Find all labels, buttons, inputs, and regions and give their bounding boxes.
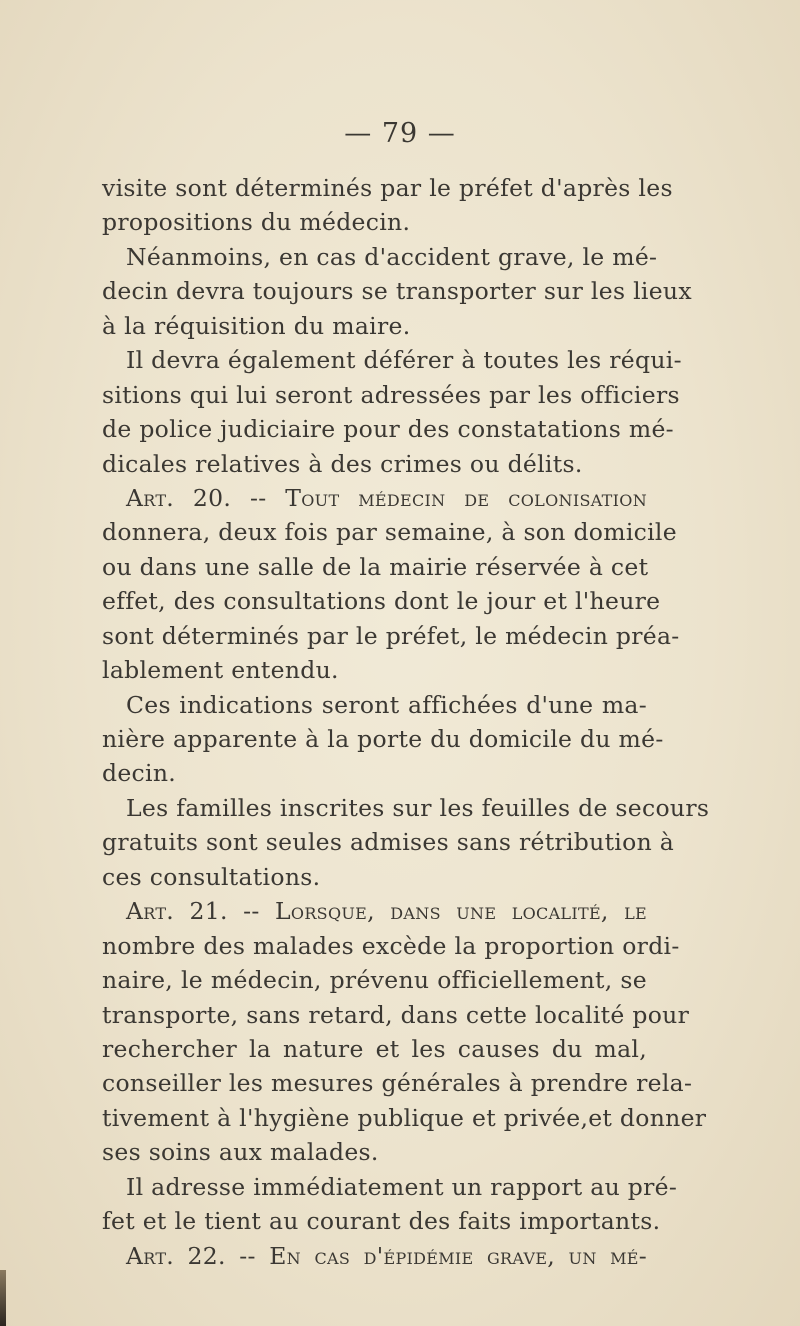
text-line: Il devra également déférer à toutes les réqui- [126,346,682,375]
text-line: à la réquisition du maire. [102,311,411,340]
text-line: fet et le tient au courant des faits importants. [102,1207,661,1236]
text-line: de police judiciaire pour des constatations mé- [102,415,674,444]
text-line: effet, des consultations dont le jour et l'heure [102,587,661,616]
text-line: tivement à l'hygiène publique et privée,et donner [102,1103,707,1132]
text-line: rechercher la nature et les causes du mal, [102,1034,647,1063]
text-line: gratuits sont seules admises sans rétribution à [102,828,675,857]
text-line: Les familles inscrites sur les feuilles de secours [126,793,710,822]
text-line: naire, le médecin, prévenu officiellement, se [102,966,647,995]
article-heading: Art. 20. -- Tout médecin de colonisation [126,483,647,512]
text-line: propositions du médecin. [102,208,411,237]
text-line: dicales relatives à des crimes ou délits. [102,449,583,478]
text-line: conseiller les mesures générales à prendre rela- [102,1069,693,1098]
text-line: visite sont déterminés par le préfet d'après les [102,174,673,202]
text-line: decin devra toujours se transporter sur les lieux [102,277,692,306]
page-edge-mark [0,1270,6,1326]
text-line: sont déterminés par le préfet, le médecin préa- [102,621,680,650]
text-line: decin. [102,759,177,788]
text-line: ses soins aux malades. [102,1138,379,1167]
text-line: ou dans une salle de la mairie réservée à cet [102,552,649,581]
text-line: ces consultations. [102,862,321,891]
text-line: Il adresse immédiatement un rapport au pré- [126,1172,678,1201]
text-line: nière apparente à la porte du domicile du mé- [102,725,664,753]
text-line: transporte, sans retard, dans cette localité pour [102,1000,690,1029]
article-heading: Art. 21. -- Lorsque, dans une localité, le [126,897,647,926]
text-line: Ces indications seront affichées d'une ma- [126,690,647,719]
text-line: sitions qui lui seront adressées par les officiers [102,380,680,409]
text-line: Néanmoins, en cas d'accident grave, le mé- [126,242,658,271]
article-heading: Art. 22. -- En cas d'épidémie grave, un mé- [126,1241,647,1270]
text-line: donnera, deux fois par semaine, à son domicile [102,518,677,547]
text-line: nombre des malades excède la proportion ordi- [102,931,680,960]
page-number: — 79 — [344,118,456,149]
text-line: lablement entendu. [102,656,339,685]
body-text [102,171,710,1273]
